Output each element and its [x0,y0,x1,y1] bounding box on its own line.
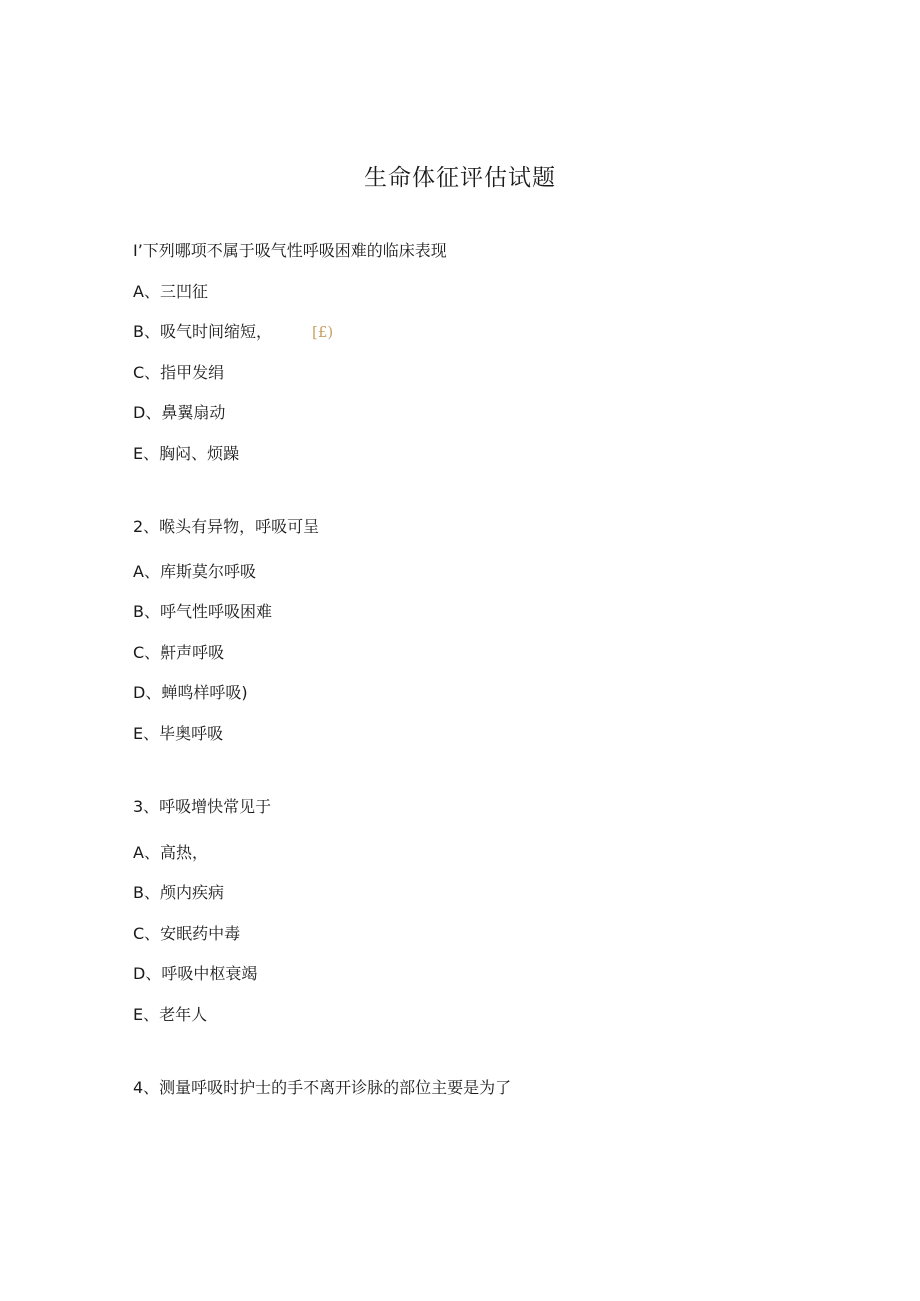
question-2-option-b: B、呼气性呼吸困难 [133,602,272,621]
question-1-stem: I’下列哪项不属于吸气性呼吸困难的临床表现 [133,241,447,260]
question-3-option-b: B、颅内疾病 [133,883,224,902]
question-2-option-c: C、鼾声呼吸 [133,643,225,662]
question-1-option-d: D、鼻翼扇动 [133,403,226,422]
question-3-stem: 3、呼吸增快常见于 [133,797,272,816]
question-3-option-e: E、老年人 [133,1005,208,1024]
question-2-stem: 2、喉头有异物，呼吸可呈 [133,517,320,536]
question-2-option-e: E、毕奥呼吸 [133,724,224,743]
question-1-option-e: E、胸闷、烦躁 [133,444,240,463]
question-4-stem: 4、测量呼吸时护士的手不离开诊脉的部位主要是为了 [133,1078,512,1097]
question-2-option-d: D、蝉鸣样呼吸) [133,683,248,702]
question-3-option-a: A、高热， [133,843,208,862]
question-1-option-b-row [133,321,333,343]
question-3-option-d: D、呼吸中枢衰竭 [133,964,258,983]
handwritten-annotation: [£) [311,323,334,341]
question-3-option-c: C、安眠药中毒 [133,924,241,943]
document-title: 生命体征评估试题 [364,165,556,191]
question-2-option-a: A、库斯莫尔呼吸 [133,562,256,581]
question-1-option-a: A、三凹征 [133,282,208,301]
question-1-option-b: B、吸气时间缩短， [133,322,272,341]
question-1-option-c: C、指甲发绢 [133,363,225,382]
